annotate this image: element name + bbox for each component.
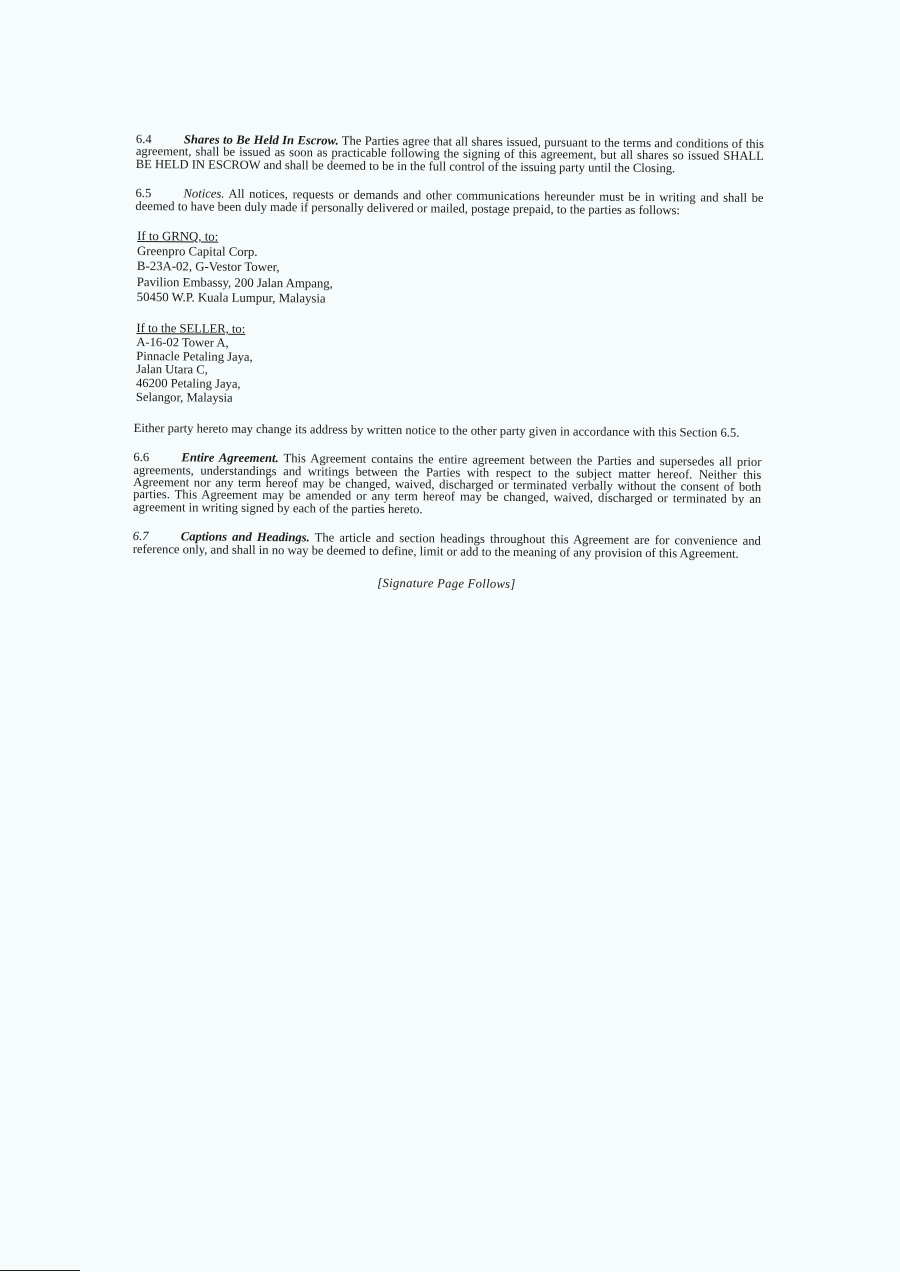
- section-text: The Parties agree that all shares issued, pursuant to the terms and conditions of this agreement, shall be issued as soon as practicable following the signing of this agreement, but all shares so issued SHALL BE HELD IN ESCROW and shall be deemed to be in the full control of the issuing party until the Closing.: [135, 133, 764, 176]
- section-number: 6.7: [132, 529, 149, 544]
- seller-address-block: [136, 322, 763, 410]
- section-text: All notices, requests or demands and other communications hereunder must be in writing and shall be deemed to have been duly made if personally delivered or mailed, postage prepaid, to the parties as follows:: [135, 186, 764, 217]
- signature-page-note: [Signature Page Follows]: [377, 575, 516, 592]
- address-line: Jalan Utara C,: [136, 362, 208, 378]
- address-change-note: Either party hereto may change its address by written notice to the other party given in accordance with this Section 6.5.: [133, 420, 740, 440]
- address-line: B-23A-02, G-Vestor Tower,: [136, 259, 280, 275]
- address-line: Pinnacle Petaling Jaya,: [136, 348, 253, 364]
- address-line: 46200 Petaling Jaya,: [135, 376, 241, 392]
- section-6-5: [135, 187, 763, 217]
- address-line: 50450 W.P. Kuala Lumpur, Malaysia: [136, 289, 326, 306]
- grnq-address-block: [137, 229, 764, 310]
- section-heading: Notices.: [183, 186, 225, 201]
- address-label: If to GRNQ, to:: [137, 229, 219, 244]
- address-line: A-16-02 Tower A,: [136, 334, 229, 350]
- section-6-6: [133, 451, 761, 518]
- scan-edge-mark: [0, 1270, 80, 1271]
- section-text: The article and section headings throughout this Agreement are for convenience and reference only, and shall in no way be deemed to define, limit or add to the meaning of any provision of this Agreement.: [132, 530, 761, 561]
- section-heading: Entire Agreement.: [181, 450, 279, 466]
- section-heading: Captions and Headings.: [180, 529, 310, 545]
- section-6-4: [136, 133, 764, 175]
- section-6-7: [133, 530, 761, 560]
- section-text: This Agreement contains the entire agreement between the Parties and supersedes all prior agreements, understandings and writings between the Parties with respect to the subject matter hereof. Neither this Agreement nor any term hereof may be changed, waived, discharged or terminated verbally without the consent of both parties. This Agreement may be amended or any term hereof may be changed, waived, discharged or terminated by an agreement in writing signed by each of the parties hereto.: [133, 451, 762, 517]
- section-number: 6.6: [133, 450, 150, 465]
- document-body: [132, 133, 764, 605]
- section-number: 6.4: [135, 132, 152, 147]
- address-label: If to the SELLER, to:: [136, 321, 246, 336]
- address-line: Pavilion Embassy, 200 Jalan Ampang,: [136, 274, 333, 291]
- section-heading: Shares to Be Held In Escrow.: [183, 132, 339, 148]
- address-line: Selangor, Malaysia: [135, 390, 233, 405]
- section-number: 6.5: [135, 186, 152, 201]
- address-line: Greenpro Capital Corp.: [137, 244, 258, 260]
